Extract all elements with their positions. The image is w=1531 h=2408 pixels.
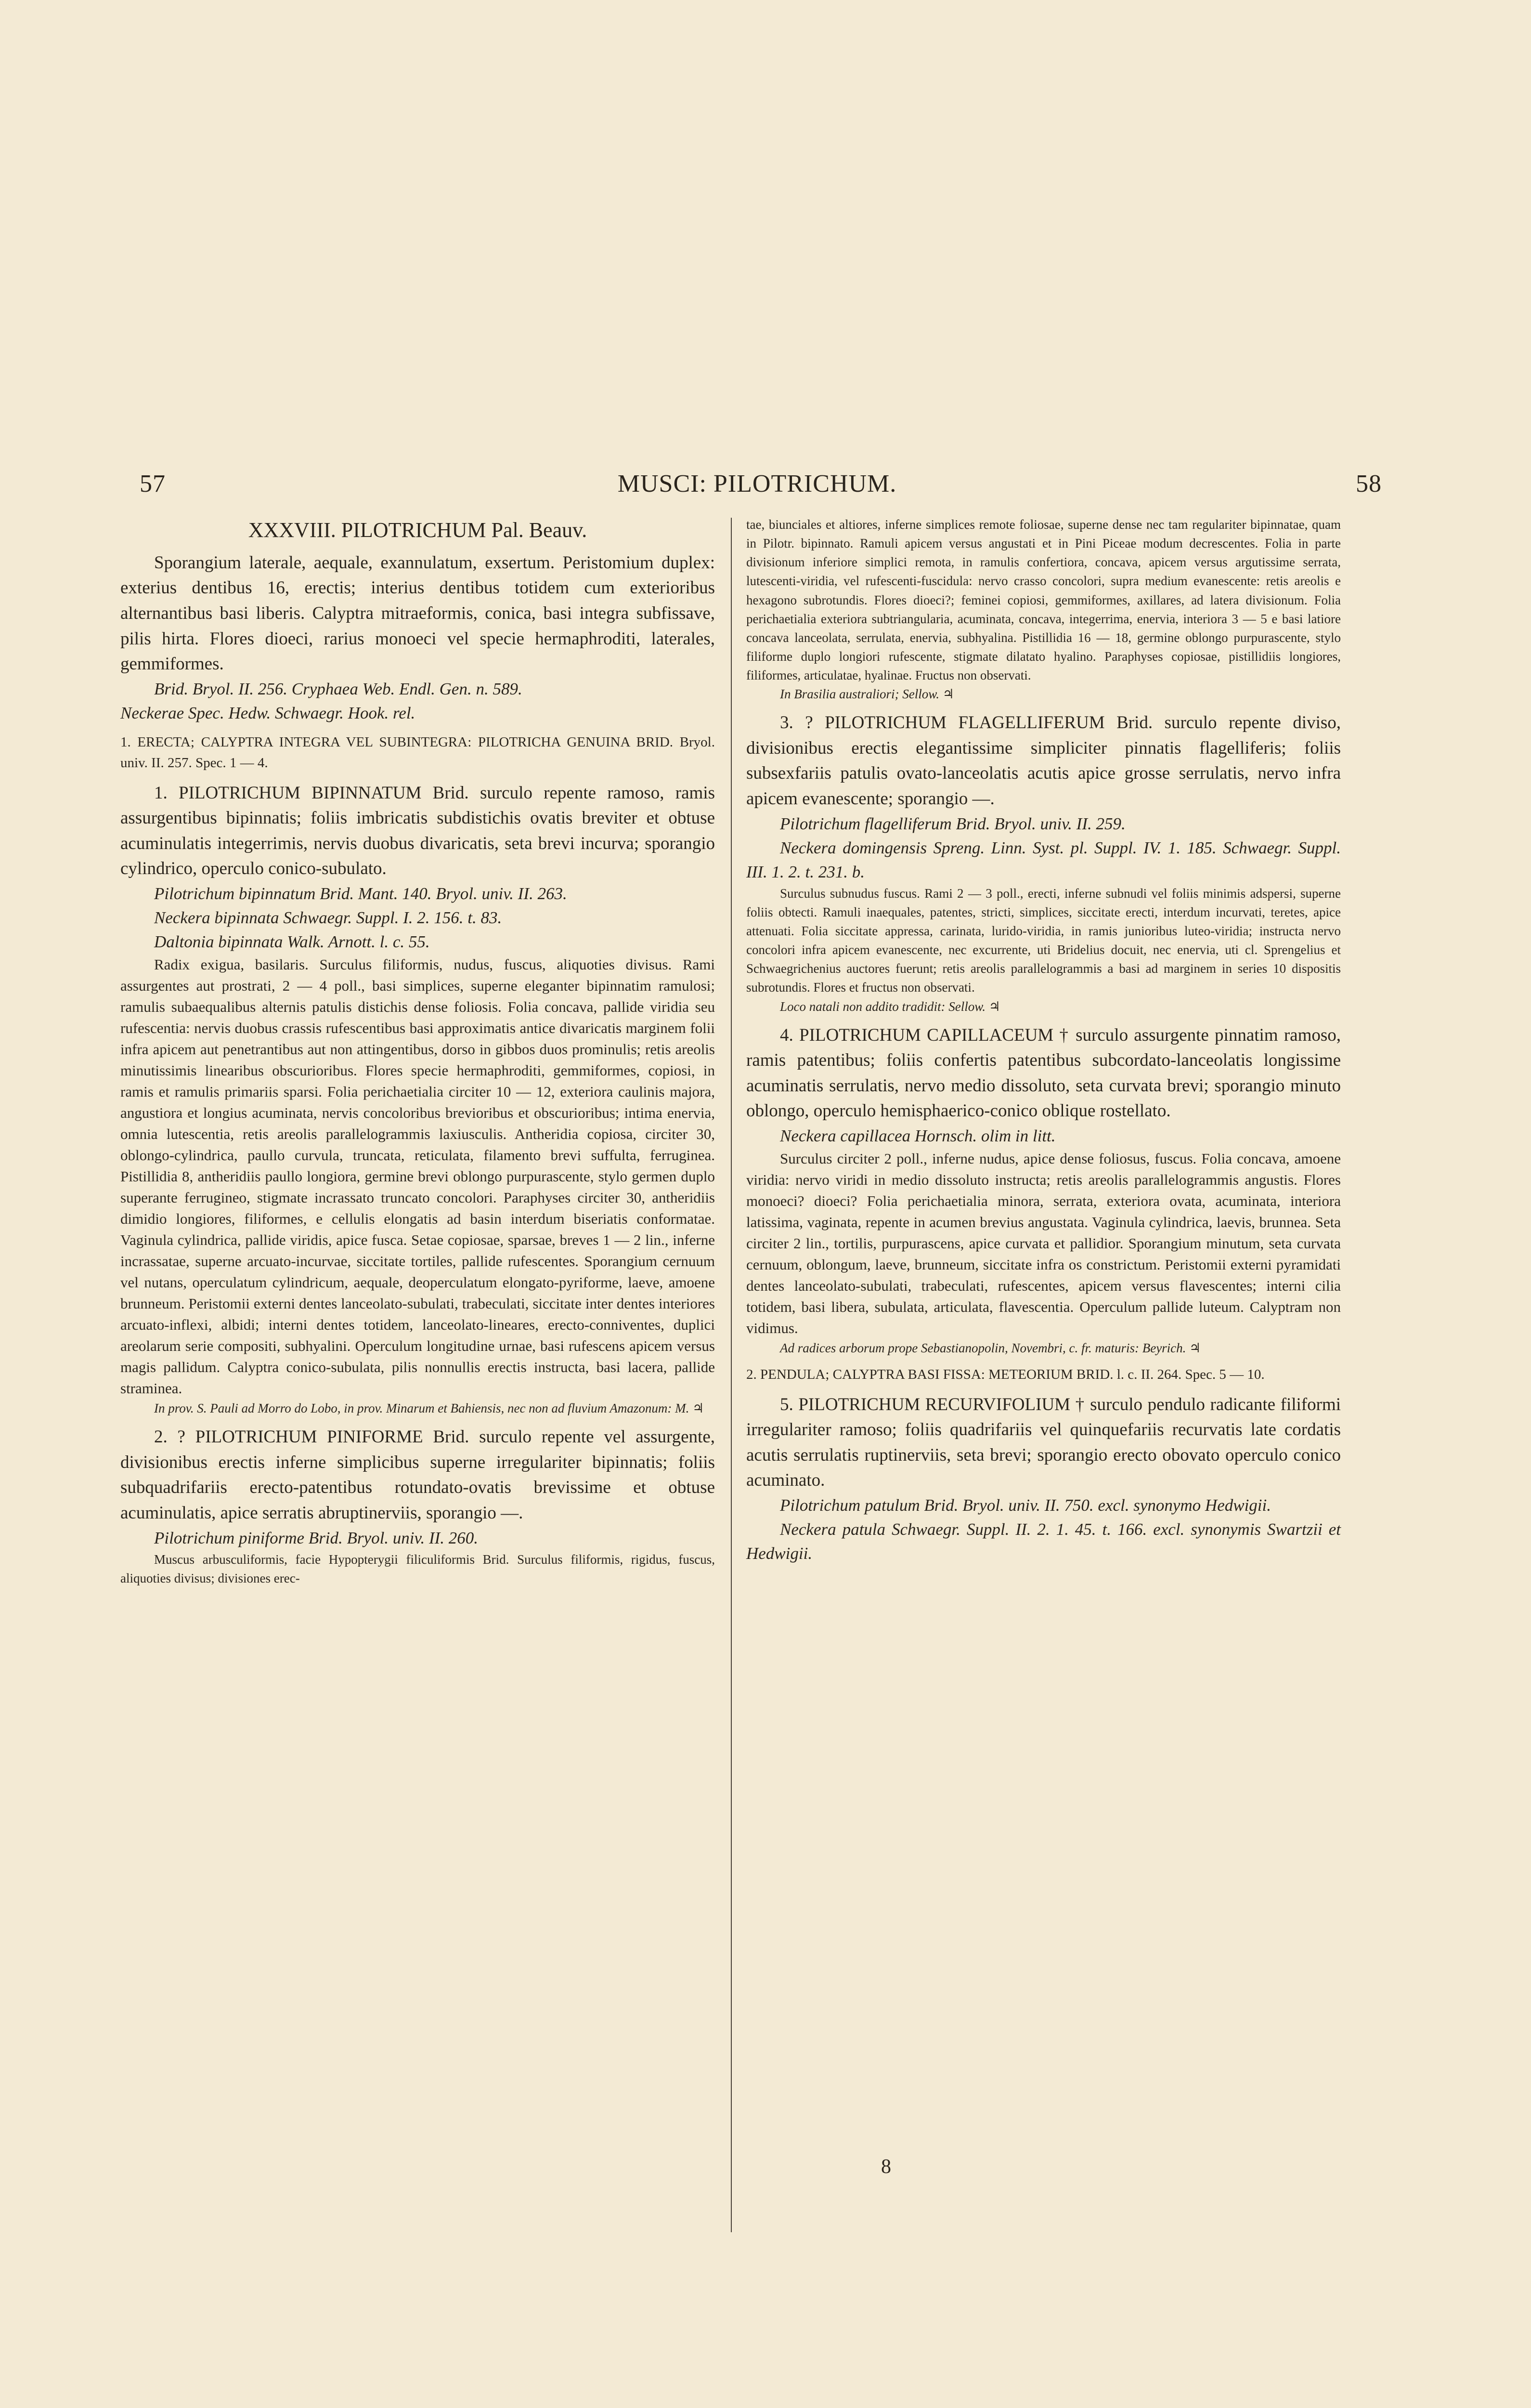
species-description: tae, biunciales et altiores, inferne simplices remote foliosae, superne dense nec tam regulariter bipinnatae, quam in Pilotr. bipinnato. Ramuli apicem versus angustati et in Pini Piceae modum decrescentes. Folia in parte divisionum inferiore simplici remota, in ramulis confertiora, concava, apicem versus argutissime serrata, lutescenti-viridia, vel rufescenti-fuscidula: nervo crasso concolori, supra medium evanescente: retis areolis e hexagono subrotundis. Flores dioeci?; feminei copiosi, gemmiformes, axillares, ad latera divisionum. Folia perichaetialia exteriora subtriangularia, acuminata, concava, integerrima, enervia, interiora 3 — 5 e basi latiore concava lanceolata, serrulata, enervia, subhyalina. Pistillidia 16 — 18, germine oblongo purpurascente, stylo filiforme duplo longiori rufescente, stigmate dilatato hyalino. Paraphyses copiosae, pistillidiis longiores, filiformes, articulatae, hyalinae. Fructus non observati. xyxy=(746,517,1341,683)
synonym: Daltonia bipinnata Walk. Arnott. l. c. 55. xyxy=(154,932,430,951)
synonym: Neckera domingensis Spreng. Linn. Syst. pl. Suppl. IV. 1. 185. Schwaegr. Suppl. III. 1. 2. t. 231. b. xyxy=(746,838,1341,881)
page-number-left: 57 xyxy=(140,470,166,497)
synonym: Pilotrichum piniforme Brid. Bryol. univ. II. 260. xyxy=(154,1528,479,1547)
synonym: Pilotrichum patulum Brid. Bryol. univ. II. 750. excl. synonymo Hedwigii. xyxy=(780,1495,1272,1515)
species-diagnosis: 5. PILOTRICHUM RECURVIFOLIUM † surculo pendulo radicante filiformi irregulariter ramoso; foliis quadrifariis vel quinquefariis recurvatis late cordatis acutis serrulatis ruptinerviis, seta brevi; sporangio erecto obovato operculo conico acuminato. xyxy=(746,1394,1341,1491)
locality: Ad radices arborum prope Sebastianopolin, Novembri, c. fr. maturis: Beyrich. ♃ xyxy=(780,1340,1201,1355)
section-heading: 1. ERECTA; CALYPTRA INTEGRA VEL SUBINTEGRA: PILOTRICHA GENUINA BRID. Bryol. univ. II. 257. Spec. 1 — 4. xyxy=(120,734,715,771)
species-description: Surculus circiter 2 poll., inferne nudus, apice dense foliosus, fuscus. Folia concava, amoene viridia: nervo viridi in medio dissoluto instructa; retis areolis parallelogrammis angustis. Flores monoeci? dioeci? Folia perichaetialia minora, serrata, exteriora ovata, acuminata, interiora latissima, vaginata, repente in acumen brevius angustata. Vaginula cylindrica, laevis, brunnea. Seta circiter 2 lin., tortilis, purpurascens, apice curvata et pallidior. Sporangium minutum, seta curvata cernuum, oblongum, laeve, brunneum, siccitate infra os constrictum. Peristomii externi pyramidati dentes lanceolato-subulati, trabeculati, rufescentes, apicem versus flavescentes; interni cilia totidem, basi libera, subulata, articulata, flavescentia. Operculum pallide luteum. Calyptram non vidimus. xyxy=(746,1150,1341,1336)
species-description: Radix exigua, basilaris. Surculus filiformis, nudus, fuscus, aliquoties divisus. Rami assurgentes aut prostrati, 2 — 4 poll., basi simplices, superne eleganter bipinnatim ramulosi; ramulis subaequalibus alternis patulis distichis dense foliosis. Folia concava, pallide viridia seu rufescentia: nervis duobus crassis rufescentibus basi approximatis antice divaricatis marginem folii infra apicem aut penetrantibus aut non attingentibus, dorso in gibbos duos prominulis; retis areolis minutissimis linearibus obscurioribus. Flores specie hermaphroditi, gemmiformes, copiosi, in ramis et ramulis primariis sparsi. Folia perichaetialia circiter 10 — 12, exteriora caulinis majora, angustiora et longius acuminata, nervis concoloribus brevioribus et obscurioribus; intima enervia, omnia lutescentia, retis areolis parallelogrammis laxiusculis. Antheridia copiosa, circiter 30, oblongo-cylindrica, paullo curvula, truncata, reticulata, filamento brevi suffulta, ferruginea. Pistillidia 8, antheridiis paullo longiora, germine brevi oblongo purpurascente, stylo germen duplo superante ferrugineo, stigmate incrassato truncato concolori. Paraphyses circiter 30, antheridiis dimidio longiores, filiformes, e cellulis elongatis ad basin interdum biseriatis conformatae. Vaginula cylindrica, pallide viridis, apice fusca. Setae copiosae, sparsae, breves 1 — 2 lin., inferne incrassatae, superne arcuato-incurvae, siccitate tortiles, pallide rufescentes. Sporangium cernuum vel nutans, operculatum cylindricum, aequale, deoperculatum elongato-pyriforme, laeve, amoene brunneum. Peristomii externi dentes lanceolato-subulati, trabeculati, siccitate inter dentes interiores arcuato-inflexi, albidi; interni dentes totidem, lanceolato-lineares, erecto-conniventes, duplici areolarum serie compositi, subhyalini. Operculum longitudine urnae, basi rufescens apicem versus magis pallidum. Calyptra conico-subulata, pilis nonnullis erectis instructa, basi lacera, pallide straminea. xyxy=(120,955,715,1397)
species-diagnosis: 4. PILOTRICHUM CAPILLACEUM † surculo assurgente pinnatim ramoso, ramis patentibus; foliis confertis patentibus subcordato-lanceolatis longissime acuminatis serrulatis, nervo medio dissoluto, seta curvata brevi; sporangio minuto oblongo, operculo hemisphaerico-conico oblique rostellato. xyxy=(746,1025,1341,1121)
species-description: Muscus arbusculiformis, facie Hypopterygii filiculiformis Brid. Surculus filiformis, rigidus, fuscus, aliquoties divisus; divisiones erec- xyxy=(120,1552,715,1585)
synonym: Pilotrichum flagelliferum Brid. Bryol. univ. II. 259. xyxy=(780,814,1126,833)
locality: In prov. S. Pauli ad Morro do Lobo, in prov. Minarum et Bahiensis, nec non ad fluvium Amazonum: M. ♃ xyxy=(154,1401,704,1416)
synonym: Neckera bipinnata Schwaegr. Suppl. I. 2. 156. t. 83. xyxy=(154,908,502,927)
species-diagnosis: 2. ? PILOTRICHUM PINIFORME Brid. surculo repente vel assurgente, divisionibus erectis inferne simplicibus superne irregulariter bipinnatis; foliis subquadrifariis erecto-patentibus rotundato-ovatis brevissime et obtuse acuminulatis, apice serratis abruptinerviis, sporangio —. xyxy=(120,1427,715,1523)
locality: Loco natali non addito tradidit: Sellow. ♃ xyxy=(780,999,1000,1014)
locality: In Brasilia australiori; Sellow. ♃ xyxy=(780,687,954,702)
species-description: Surculus subnudus fuscus. Rami 2 — 3 poll., erecti, inferne subnudi vel foliis minimis adspersi, superne foliis obtecti. Ramuli inaequales, patentes, stricti, simplices, siccitate erecti, interdum incurvati, teretes, apice attenuati. Folia siccitate appressa, carinata, lurido-viridia, in ramis junioribus luteo-viridia; instructa nervo concolori infra apicem evanescente, nec excurrente, uti Bridelius docuit, nec enervia, uti cl. Sprengelius et Schwaegrichenius auctores fuerunt; retis areolis parallelogrammis a basi ad marginem in series 10 dispositis subrotundis. Flores et fructus non observati. xyxy=(746,886,1341,995)
species-diagnosis: 3. ? PILOTRICHUM FLAGELLIFERUM Brid. surculo repente diviso, divisionibus erectis elegantissime simpliciter pinnatis flagelliferis; foliis subsexfariis patulis ovato-lanceolatis acutis apice grosse serrulatis, nervo infra apicem evanescente; sporangio —. xyxy=(746,713,1341,809)
section-heading: 2. PENDULA; CALYPTRA BASI FISSA: METEORIUM BRID. l. c. II. 264. Spec. 5 — 10. xyxy=(746,1367,1265,1383)
left-column xyxy=(120,515,715,1588)
genus-description: Sporangium laterale, aequale, exannulatum, exsertum. Peristomium duplex: exterius dentibus 16, erectis; interius dentibus totidem cum exterioribus alternantibus basi liberis. Calyptra mitraeformis, conica, basi integra subfissave, pilis hirta. Flores dioeci, rarius monoeci vel specie hermaphroditi, laterales, gemmiformes. xyxy=(120,552,715,674)
species-diagnosis: 1. PILOTRICHUM BIPINNATUM Brid. surculo repente ramoso, ramis assurgentibus bipinnatis; foliis imbricatis subdistichis ovatis breviter et obtuse acuminulatis integerrimis, nervis duobus divaricatis, seta brevi incurva; sporangio cylindrico, operculo conico-subulato. xyxy=(120,783,715,879)
synonym: Pilotrichum bipinnatum Brid. Mant. 140. Bryol. univ. II. 263. xyxy=(154,884,567,903)
page xyxy=(120,470,1394,2280)
page-number-right: 58 xyxy=(1356,470,1382,497)
synonym: Neckera capillacea Hornsch. olim in litt. xyxy=(780,1126,1056,1145)
synonym: Neckera patula Schwaegr. Suppl. II. 2. 1. 45. t. 166. excl. synonymis Swartzii et Hedwigii. xyxy=(746,1519,1341,1563)
signature-mark: 8 xyxy=(881,2156,891,2178)
column-divider xyxy=(731,518,732,2232)
running-head xyxy=(120,470,1394,503)
running-title: MUSCI: PILOTRICHUM. xyxy=(617,470,897,497)
right-column xyxy=(746,515,1341,1566)
genus-title: XXXVIII. PILOTRICHUM Pal. Beauv. xyxy=(248,518,587,542)
genus-citation: Brid. Bryol. II. 256. Cryphaea Web. Endl. Gen. n. 589. xyxy=(154,679,522,698)
genus-citation: Neckerae Spec. Hedw. Schwaegr. Hook. rel. xyxy=(120,703,415,722)
